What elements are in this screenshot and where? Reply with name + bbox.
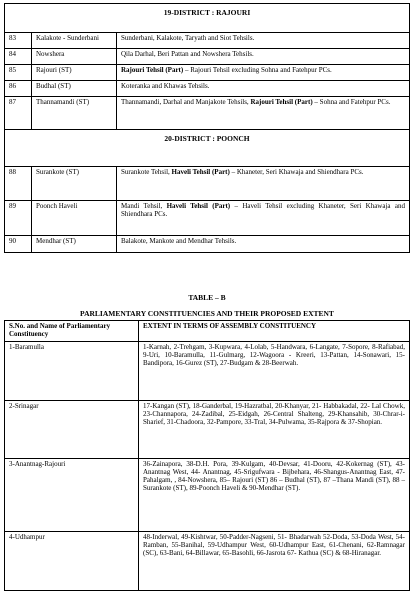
table-b-label: TABLE – B bbox=[188, 293, 226, 302]
constituency-extent bbox=[117, 97, 410, 130]
district-title: 19-DISTRICT : RAJOURI bbox=[5, 4, 410, 33]
constituency-number: 88 bbox=[5, 167, 32, 201]
constituency-extent bbox=[117, 65, 410, 81]
table-row bbox=[5, 401, 410, 459]
table-header-row bbox=[5, 321, 410, 342]
assembly-constituency-extent: 48-Inderwal, 49-Kishtwar, 50-Padder-Nagseni, 51- Bhadarwah 52-Doda, 53-Doda West, 54-Ramban, 55-Banihal, 59-Udhampur West, 60-Udhampur East, 61-Chenani, 62-Ramnagar (SC), 63-Bani, 64-Billawar, 65-Basohli, 66-Jasrota 67- Kathua (SC) & 68-Hiranagar. bbox=[139, 532, 410, 591]
parliamentary-constituency-name: 2-Srinagar bbox=[5, 401, 139, 459]
column-header-constituency: S.No. and Name of Parliamentary Constituency bbox=[5, 321, 139, 342]
constituency-number: 89 bbox=[5, 201, 32, 236]
constituency-number: 83 bbox=[5, 33, 32, 49]
extent-bold-segment: Rajouri Tehsil (Part) bbox=[250, 98, 313, 106]
constituency-number: 84 bbox=[5, 49, 32, 65]
district-header-row bbox=[5, 4, 410, 33]
constituency-name: Thannamandi (ST) bbox=[32, 97, 117, 130]
table-row bbox=[5, 49, 410, 65]
table-row bbox=[5, 97, 410, 130]
constituency-name: Rajouri (ST) bbox=[32, 65, 117, 81]
constituency-name: Nowshera bbox=[32, 49, 117, 65]
extent-bold-segment: Haveli Tehsil (Part) bbox=[171, 168, 230, 176]
constituency-extent bbox=[117, 49, 410, 65]
table-row bbox=[5, 201, 410, 236]
table-row bbox=[5, 33, 410, 49]
constituency-extent bbox=[117, 167, 410, 201]
table-row bbox=[5, 342, 410, 401]
extent-segment: – Khaneter, Seri Khawaja and Shiendhara PCs. bbox=[229, 168, 364, 176]
extent-segment: Balakote, Mankote and Mendhar Tehsils. bbox=[121, 237, 237, 245]
extent-segment: – Sohna and Fatehpur PCs. bbox=[312, 98, 391, 106]
extent-bold-segment: Haveli Tehsil (Part) bbox=[166, 202, 231, 210]
assembly-constituency-extent: 17-Kangan (ST), 18-Ganderbal, 19-Hazratbal, 20-Khanyar, 21- Habbakadal, 22- Lal Chowk, 23-Channapora, 24-Zadibal, 25-Eidgah, 26-Central Shalteng, 29-Khansahib, 30-Chrar-i-Sharief, 31-Chadoora, 32-Pampore, 33-Tral, 34-Pulwama, 35-Rajpora & 37-Shopian. bbox=[139, 401, 410, 459]
assembly-constituency-extent: 1-Karnah, 2-Trehgam, 3-Kupwara, 4-Lolab, 5-Handwara, 6-Langate, 7-Sopore, 8-Rafiabad, 9-Uri, 10-Baramulla, 11-Gulmarg, 12-Wagoora - Kreeri, 13-Pattan, 14-Sonawari, 15-Bandipora, 16-Gurez (ST), 27-Budgam & 28-Beerwah. bbox=[139, 342, 410, 401]
extent-segment: – Rajouri Tehsil excluding Sohna and Fatehpur PCs. bbox=[183, 66, 332, 74]
parliamentary-constituency-name: 4-Udhampur bbox=[5, 532, 139, 591]
table-row bbox=[5, 167, 410, 201]
table-row bbox=[5, 81, 410, 97]
constituency-number: 86 bbox=[5, 81, 32, 97]
constituency-name: Surankote (ST) bbox=[32, 167, 117, 201]
extent-segment: Qila Darhal, Beri Pattan and Nowshera Tehsils. bbox=[121, 50, 254, 58]
district-header-row bbox=[5, 130, 410, 167]
parliamentary-constituency-table bbox=[4, 320, 410, 591]
table-row bbox=[5, 65, 410, 81]
extent-segment: – Haveli Tehsil excluding Khaneter, Seri Khawaja and Shiendhara PCs. bbox=[121, 202, 405, 218]
constituency-number: 85 bbox=[5, 65, 32, 81]
parliamentary-constituency-name: 1-Baramulla bbox=[5, 342, 139, 401]
assembly-constituency-extent: 36-Zainapora, 38-D.H. Pora, 39-Kulgam, 40-Devsar, 41-Dooru, 42-Kokernag (ST), 43-Anantnag West, 44- Anantnag, 45-Srigufwara - Bijbehara, 46-Shangus-Anantnag East, 47-Pahalgam, , 84-Nowshera, 85– Rajouri (ST) 86 – Budhal (ST), 87 –Thana Mandi (ST), 88 –Surankote (ST), 89-Poonch Haveli & 90-Mendhar (ST). bbox=[139, 459, 410, 532]
constituency-extent bbox=[117, 201, 410, 236]
constituency-extent bbox=[117, 81, 410, 97]
table-b-title: PARLIAMENTARY CONSTITUENCIES AND THEIR PROPOSED EXTENT bbox=[80, 309, 334, 318]
extent-segment: Koteranka and Khawas Tehsils. bbox=[121, 82, 210, 90]
extent-segment: Surankote Tehsil, bbox=[121, 168, 172, 176]
parliamentary-constituency-name: 3-Anantnag-Rajouri bbox=[5, 459, 139, 532]
extent-segment: Sunderbani, Kalakote, Taryath and Siot Tehsils. bbox=[121, 34, 255, 42]
extent-segment: Mandi Tehsil, bbox=[121, 202, 167, 210]
column-header-extent: EXTENT IN TERMS OF ASSEMBLY CONSTITUENCY bbox=[139, 321, 410, 342]
constituency-name: Mendhar (ST) bbox=[32, 236, 117, 253]
district-constituency-table bbox=[4, 3, 410, 253]
table-row bbox=[5, 236, 410, 253]
table-row bbox=[5, 459, 410, 532]
constituency-number: 90 bbox=[5, 236, 32, 253]
constituency-name: Poonch Haveli bbox=[32, 201, 117, 236]
constituency-number: 87 bbox=[5, 97, 32, 130]
constituency-extent bbox=[117, 236, 410, 253]
constituency-name: Budhal (ST) bbox=[32, 81, 117, 97]
constituency-name: Kalakote - Sunderbani bbox=[32, 33, 117, 49]
extent-segment: Thannamandi, Darhal and Manjakote Tehsils, bbox=[121, 98, 251, 106]
table-row bbox=[5, 532, 410, 591]
constituency-extent bbox=[117, 33, 410, 49]
extent-bold-segment: Rajouri Tehsil (Part) bbox=[121, 66, 184, 74]
district-title: 20-DISTRICT : POONCH bbox=[5, 130, 410, 167]
